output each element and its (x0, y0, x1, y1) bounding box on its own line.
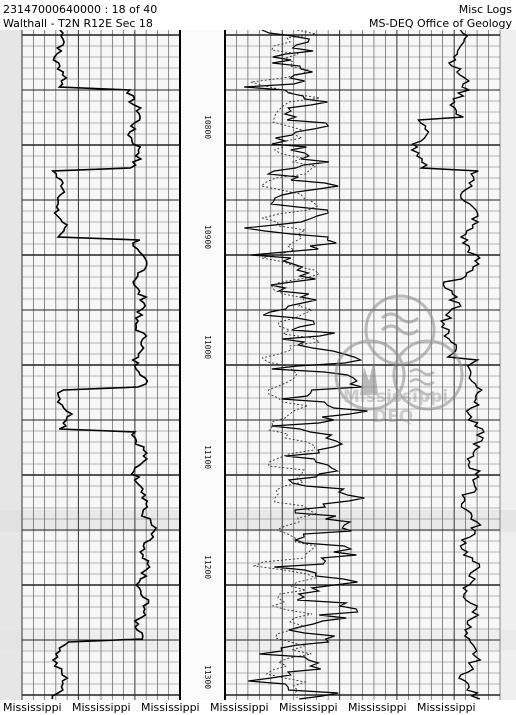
footer-label: Mississippi (417, 701, 476, 714)
document-id: 23147000640000 : 18 of 40 (3, 3, 158, 16)
depth-label: 10900 (203, 225, 212, 250)
watermark-text: Mississippi (343, 387, 449, 407)
agency-name: MS-DEQ Office of Geology (368, 17, 512, 30)
depth-label: 11200 (203, 555, 212, 580)
footer-label: Mississippi (279, 701, 338, 714)
depth-label: 11000 (203, 335, 212, 360)
footer-label: Mississippi (141, 701, 200, 714)
footer-label: Mississippi (210, 701, 269, 714)
well-location: Walthall - T2N R12E Sec 18 (3, 17, 153, 30)
depth-label: 11100 (203, 445, 212, 470)
depth-label: 10800 (203, 115, 212, 140)
depth-label: 11300 (203, 665, 212, 690)
footer-label: Mississippi (3, 701, 62, 714)
log-type: Misc Logs (458, 3, 512, 16)
well-log-scan (0, 30, 516, 700)
watermark-subtext: DEQ (373, 407, 414, 427)
footer-label: Mississippi (72, 701, 131, 714)
footer-label: Mississippi (348, 701, 407, 714)
